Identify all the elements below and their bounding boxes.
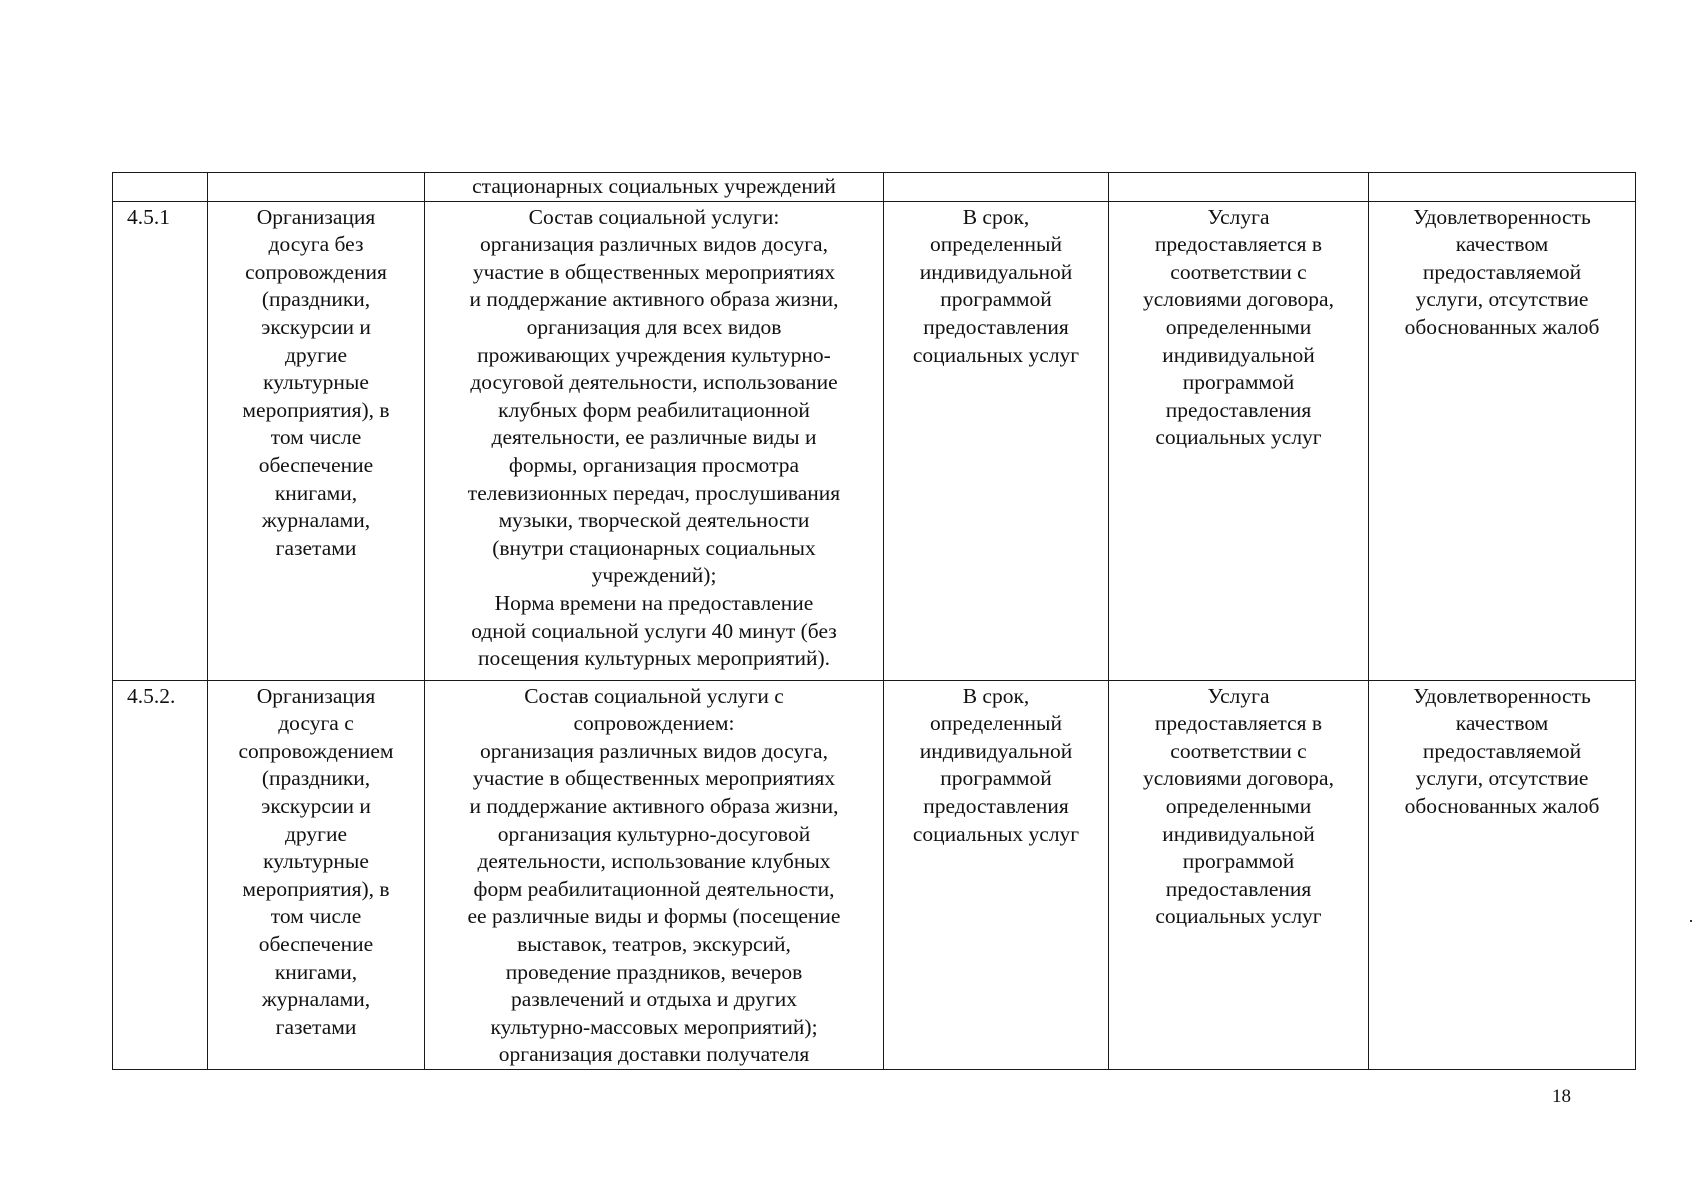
conditions-line: соответствии с bbox=[1170, 259, 1307, 284]
quality-line: обоснованных жалоб bbox=[1404, 314, 1600, 339]
service-name bbox=[214, 204, 418, 563]
term-line: программой bbox=[940, 766, 1052, 791]
conditions-line: предоставляется в bbox=[1154, 232, 1323, 257]
quality-line: Удовлетворенность bbox=[1413, 204, 1591, 229]
service-name-line: сопровождением bbox=[238, 738, 394, 763]
service-number: 4.5.2. bbox=[127, 683, 176, 708]
composition-line: ее различные виды и формы (посещение bbox=[467, 904, 841, 929]
term-line: определенный bbox=[930, 711, 1062, 736]
service-name-line: книгами, bbox=[274, 959, 358, 984]
conditions-line: программой bbox=[1182, 370, 1295, 395]
service-name bbox=[214, 683, 418, 1042]
conditions-line: Услуга bbox=[1207, 683, 1270, 708]
service-name-line: другие bbox=[284, 342, 348, 367]
service-conditions bbox=[1115, 683, 1362, 931]
composition-line: организация различных видов досуга, bbox=[480, 232, 828, 257]
service-name-cell bbox=[208, 680, 425, 1069]
composition-line: участие в общественных мероприятиях bbox=[472, 259, 836, 284]
continuation-number-cell bbox=[113, 173, 208, 202]
service-composition bbox=[431, 683, 877, 1069]
service-name-line: журналами, bbox=[261, 987, 371, 1012]
term-line: индивидуальной bbox=[919, 738, 1073, 763]
conditions-line: определенными bbox=[1165, 793, 1312, 818]
term-line: социальных услуг bbox=[912, 342, 1080, 367]
page-number: 18 bbox=[1552, 1086, 1571, 1107]
service-name-line: Организация bbox=[256, 683, 376, 708]
service-number-cell bbox=[113, 680, 208, 1069]
continuation-row bbox=[113, 173, 1636, 202]
conditions-line: Услуга bbox=[1207, 204, 1270, 229]
service-number-cell bbox=[113, 201, 208, 680]
composition-line: деятельности, ее различные виды и bbox=[491, 425, 817, 450]
term-line: программой bbox=[940, 287, 1052, 312]
service-name-line: том числе bbox=[270, 904, 362, 929]
conditions-line: социальных услуг bbox=[1155, 425, 1322, 450]
service-name-line: журналами, bbox=[261, 508, 371, 533]
conditions-line: индивидуальной bbox=[1162, 821, 1315, 846]
conditions-line: предоставления bbox=[1165, 397, 1312, 422]
quality-line: обоснованных жалоб bbox=[1404, 793, 1600, 818]
service-row-4-5-1 bbox=[113, 201, 1636, 680]
service-row-4-5-2 bbox=[113, 680, 1636, 1069]
composition-line: выставок, театров, экскурсий, bbox=[517, 931, 791, 956]
composition-line: досуговой деятельности, использование bbox=[470, 370, 838, 395]
continuation-conditions-cell bbox=[1109, 173, 1369, 202]
composition-line: проживающих учреждения культурно- bbox=[477, 342, 831, 367]
composition-line: одной социальной услуги 40 минут (без bbox=[471, 618, 837, 643]
service-name-line: обеспечение bbox=[258, 931, 374, 956]
continuation-term-cell bbox=[884, 173, 1109, 202]
service-name-line: книгами, bbox=[274, 480, 358, 505]
continuation-composition-cell bbox=[425, 173, 884, 202]
service-conditions bbox=[1115, 204, 1362, 452]
service-composition bbox=[431, 204, 877, 673]
scan-speck bbox=[1690, 920, 1692, 922]
composition-line: культурно-массовых мероприятий); bbox=[490, 1014, 818, 1039]
service-number: 4.5.1 bbox=[127, 204, 170, 229]
quality-line: услуги, отсутствие bbox=[1415, 766, 1589, 791]
composition-line: и поддержание активного образа жизни, bbox=[469, 287, 839, 312]
service-name-line: другие bbox=[284, 821, 348, 846]
term-line: индивидуальной bbox=[919, 259, 1073, 284]
quality-line: предоставляемой bbox=[1422, 738, 1582, 763]
quality-line: предоставляемой bbox=[1422, 259, 1582, 284]
quality-line: услуги, отсутствие bbox=[1415, 287, 1589, 312]
service-name-line: том числе bbox=[270, 425, 362, 450]
composition-line: Состав социальной услуги с bbox=[524, 683, 784, 708]
service-name-line: сопровождения bbox=[245, 259, 387, 284]
service-term-cell bbox=[884, 201, 1109, 680]
composition-line: и поддержание активного образа жизни, bbox=[469, 793, 839, 818]
service-name-line: газетами bbox=[275, 535, 357, 560]
conditions-line: соответствии с bbox=[1170, 738, 1307, 763]
composition-line: организация для всех видов bbox=[526, 314, 782, 339]
composition-line: музыки, творческой деятельности bbox=[498, 508, 810, 533]
composition-line: сопровождением: bbox=[573, 711, 735, 736]
service-composition-cell bbox=[425, 680, 884, 1069]
continuation-name-cell bbox=[208, 173, 425, 202]
service-term-cell bbox=[884, 680, 1109, 1069]
conditions-line: условиями договора, bbox=[1143, 766, 1334, 791]
composition-line: проведение праздников, вечеров bbox=[505, 959, 803, 984]
quality-line: качеством bbox=[1455, 232, 1549, 257]
term-line: предоставления bbox=[923, 793, 1069, 818]
composition-line: участие в общественных мероприятиях bbox=[472, 766, 836, 791]
service-quality bbox=[1375, 683, 1629, 821]
service-name-line: культурные bbox=[263, 370, 369, 395]
composition-line: учреждений); bbox=[591, 563, 717, 588]
composition-line: организация доставки получателя bbox=[498, 1042, 810, 1067]
composition-line: телевизионных передач, прослушивания bbox=[467, 480, 841, 505]
service-quality-cell bbox=[1369, 680, 1636, 1069]
service-conditions-cell bbox=[1109, 680, 1369, 1069]
composition-line: деятельности, использование клубных bbox=[477, 849, 831, 874]
conditions-line: предоставления bbox=[1165, 876, 1312, 901]
continuation-quality-cell bbox=[1369, 173, 1636, 202]
term-line: определенный bbox=[930, 232, 1062, 257]
composition-line: организация различных видов досуга, bbox=[480, 738, 828, 763]
composition-line: форм реабилитационной деятельности, bbox=[473, 876, 835, 901]
composition-line: посещения культурных мероприятий). bbox=[477, 646, 831, 671]
composition-line: формы, организация просмотра bbox=[508, 452, 800, 477]
service-name-line: экскурсии и bbox=[261, 314, 371, 339]
quality-line: качеством bbox=[1455, 711, 1549, 736]
service-name-line: (праздники, bbox=[261, 287, 371, 312]
conditions-line: условиями договора, bbox=[1143, 287, 1334, 312]
composition-line: развлечений и отдыха и других bbox=[511, 987, 797, 1012]
composition-line: клубных форм реабилитационной bbox=[498, 397, 810, 422]
service-name-line: досуга с bbox=[278, 711, 354, 736]
service-name-line: экскурсии и bbox=[261, 793, 371, 818]
service-term bbox=[890, 204, 1102, 370]
service-name-cell bbox=[208, 201, 425, 680]
service-composition-cell bbox=[425, 201, 884, 680]
service-name-line: досуга без bbox=[268, 232, 364, 257]
service-name-line: обеспечение bbox=[258, 452, 374, 477]
term-line: В срок, bbox=[962, 683, 1030, 708]
service-name-line: Организация bbox=[256, 204, 376, 229]
composition-line: организация культурно-досуговой bbox=[497, 821, 811, 846]
composition-line: Норма времени на предоставление bbox=[494, 590, 814, 615]
service-quality bbox=[1375, 204, 1629, 342]
service-term bbox=[890, 683, 1102, 849]
term-line: В срок, bbox=[962, 204, 1030, 229]
services-table bbox=[112, 172, 1636, 1070]
composition-line: (внутри стационарных социальных bbox=[492, 535, 816, 560]
composition-line: Состав социальной услуги: bbox=[528, 204, 780, 229]
conditions-line: программой bbox=[1182, 849, 1295, 874]
quality-line: Удовлетворенность bbox=[1413, 683, 1591, 708]
service-quality-cell bbox=[1369, 201, 1636, 680]
service-name-line: газетами bbox=[275, 1014, 357, 1039]
service-name-line: мероприятия), в bbox=[242, 397, 390, 422]
service-name-line: (праздники, bbox=[261, 766, 371, 791]
service-name-line: культурные bbox=[263, 849, 369, 874]
service-conditions-cell bbox=[1109, 201, 1369, 680]
conditions-line: индивидуальной bbox=[1162, 342, 1315, 367]
conditions-line: социальных услуг bbox=[1155, 904, 1322, 929]
term-line: предоставления bbox=[923, 314, 1069, 339]
service-name-line: мероприятия), в bbox=[242, 876, 390, 901]
term-line: социальных услуг bbox=[912, 821, 1080, 846]
conditions-line: определенными bbox=[1165, 314, 1312, 339]
continuation-composition-text: стационарных социальных учреждений bbox=[472, 174, 836, 198]
conditions-line: предоставляется в bbox=[1154, 711, 1323, 736]
